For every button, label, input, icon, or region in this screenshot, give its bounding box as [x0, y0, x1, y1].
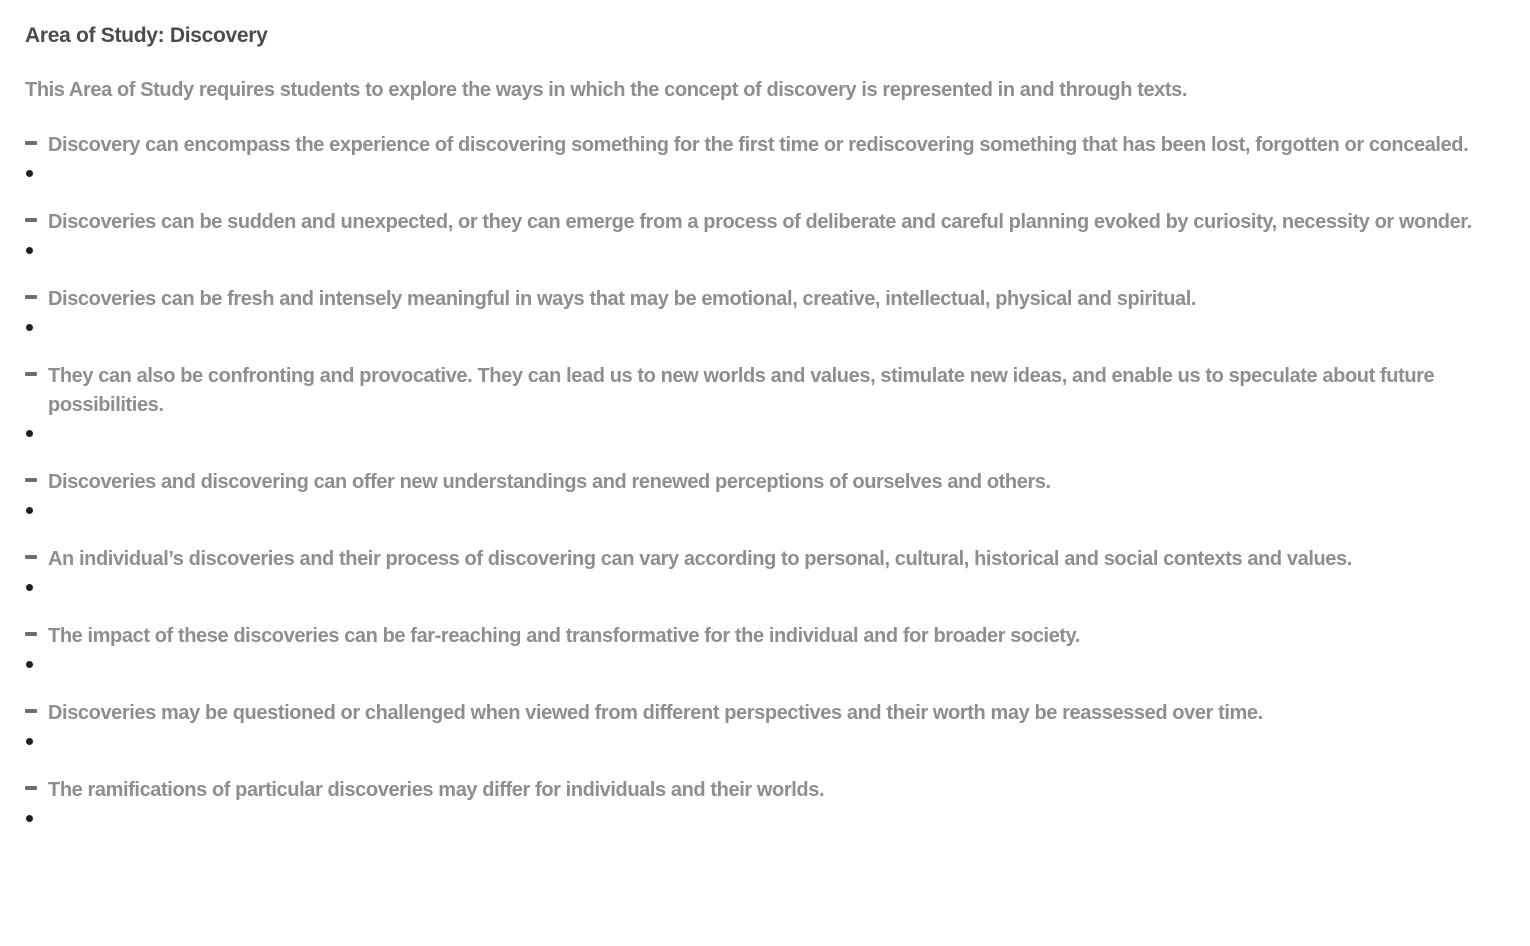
list-item-text: Discovery can encompass the experience of discovering something for the first time or rediscovering something that has been lost, forgotten or concealed. — [48, 134, 1469, 156]
discovery-point — [25, 699, 1504, 745]
bullet-dot-icon — [26, 738, 33, 745]
discovery-point — [25, 468, 1504, 514]
list-item-text: An individual’s discoveries and their process of discovering can vary according to personal, cultural, historical and social contexts and values. — [48, 548, 1352, 570]
bullet-dot-icon — [26, 815, 33, 822]
discovery-point — [25, 285, 1504, 331]
list-item — [25, 776, 1504, 805]
dash-marker-icon — [25, 372, 37, 376]
list-item-text: Discoveries may be questioned or challenged when viewed from different perspectives and their worth may be reassessed over time. — [48, 702, 1263, 724]
bullet-dot-icon — [26, 324, 33, 331]
bullet-dot-icon — [26, 507, 33, 514]
list-item — [25, 622, 1504, 651]
dash-marker-icon — [25, 218, 37, 222]
discovery-point — [25, 776, 1504, 822]
empty-bullet-item — [26, 661, 1504, 668]
empty-bullet-item — [26, 738, 1504, 745]
empty-bullet-item — [26, 170, 1504, 177]
discovery-point — [25, 545, 1504, 591]
discovery-point — [25, 362, 1504, 437]
list-item-text: Discoveries and discovering can offer new understandings and renewed perceptions of ourselves and others. — [48, 471, 1051, 493]
list-item — [25, 208, 1504, 237]
dash-marker-icon — [25, 709, 37, 713]
discovery-point — [25, 131, 1504, 177]
empty-bullet-item — [26, 507, 1504, 514]
document-page — [25, 24, 1504, 822]
list-item-text: The impact of these discoveries can be far-reaching and transformative for the individual and for broader society. — [48, 625, 1081, 647]
empty-bullet-item — [26, 584, 1504, 591]
bullet-dot-icon — [26, 584, 33, 591]
list-item-text: Discoveries can be fresh and intensely meaningful in ways that may be emotional, creative, intellectual, physical and spiritual. — [48, 288, 1197, 310]
empty-bullet-item — [26, 815, 1504, 822]
dash-marker-icon — [25, 295, 37, 299]
bullet-dot-icon — [26, 170, 33, 177]
page-title: Area of Study: Discovery — [25, 24, 268, 47]
discovery-point — [25, 208, 1504, 254]
dash-marker-icon — [25, 478, 37, 482]
discovery-point — [25, 622, 1504, 668]
list-item — [25, 699, 1504, 728]
list-item — [25, 285, 1504, 314]
list-item-text: They can also be confronting and provocative. They can lead us to new worlds and values, stimulate new ideas, and enable us to speculate about future possibilities. — [48, 365, 1435, 416]
dash-marker-icon — [25, 786, 37, 790]
list-item — [25, 362, 1504, 420]
list-item — [25, 131, 1504, 160]
bullet-dot-icon — [26, 661, 33, 668]
dash-marker-icon — [25, 141, 37, 145]
list-item — [25, 468, 1504, 497]
list-item — [25, 545, 1504, 574]
bullet-dot-icon — [26, 430, 33, 437]
list-item-text: The ramifications of particular discoveries may differ for individuals and their worlds. — [48, 779, 825, 801]
empty-bullet-item — [26, 247, 1504, 254]
list-item-text: Discoveries can be sudden and unexpected, or they can emerge from a process of deliberate and careful planning evoked by curiosity, necessity or wonder. — [48, 211, 1472, 233]
bullet-dot-icon — [26, 247, 33, 254]
empty-bullet-item — [26, 324, 1504, 331]
dash-marker-icon — [25, 632, 37, 636]
intro-paragraph: This Area of Study requires students to explore the ways in which the concept of discovery is represented in and through texts. — [25, 79, 1188, 101]
empty-bullet-item — [26, 430, 1504, 437]
dash-marker-icon — [25, 555, 37, 559]
